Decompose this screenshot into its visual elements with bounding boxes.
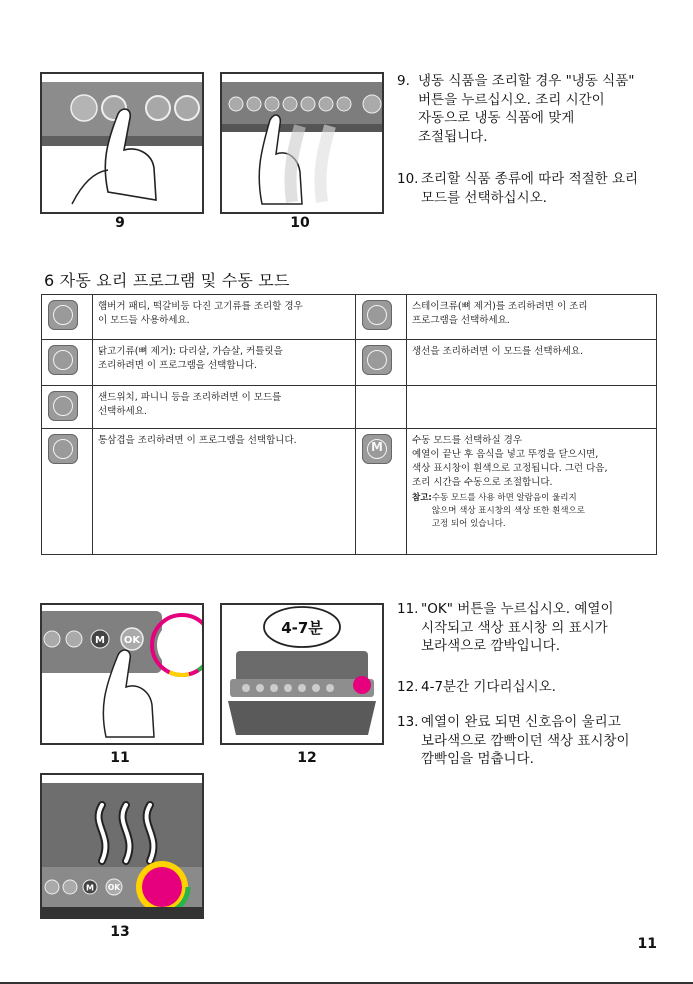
manual-mode-icon — [362, 434, 392, 464]
step-13 — [397, 713, 677, 769]
step-12-text: 4-7분간 기다리십시오. — [421, 679, 556, 695]
poultry-mode-text: 닭고기류(뼈 제거): 다리살, 가슴살, 커틀릿을 조리하려면 이 프로그램을 선택합니다. — [93, 340, 356, 386]
figure-11-ok-label: OK — [123, 635, 141, 646]
step-11-number: 11. — [397, 601, 419, 617]
manual-mode-icon-label: M — [371, 440, 383, 454]
manual-mode-note — [412, 492, 651, 531]
poultry-mode-icon-cell — [42, 340, 93, 386]
figure-11 — [40, 603, 204, 745]
burger-mode-text: 햄버거 패티, 떡갈비등 다진 고기류를 조리할 경우 이 모드들 사용하세요. — [93, 295, 356, 340]
table-row — [42, 295, 657, 340]
bacon-mode-icon-cell — [42, 429, 93, 555]
burger-icon — [48, 300, 78, 330]
table-row — [42, 429, 657, 555]
fish-icon — [362, 345, 392, 375]
step-11-text: "OK" 버튼을 누르십시오. 예열이 시작되고 색상 표시창 의 표시가 보라색으로 깜박입니다. — [421, 601, 614, 654]
figure-caption-11: 11 — [110, 750, 130, 766]
sandwich-icon — [48, 391, 78, 421]
figure-caption-9: 9 — [115, 215, 125, 231]
figure-13-m-label: M — [86, 883, 94, 893]
bubble-text: 4-7분 — [281, 619, 323, 637]
poultry-icon — [48, 345, 78, 375]
step-9-text: 냉동 식품을 조리할 경우 "냉동 식품" 버튼을 누르십시오. 조리 시간이 자동으로 냉동 식품에 맞게 조절됩니다. — [418, 73, 635, 145]
illustration-grill-preheat — [222, 605, 382, 743]
burger-mode-icon-cell — [42, 295, 93, 340]
step-13-number: 13. — [397, 714, 419, 730]
figure-10 — [220, 72, 384, 214]
manual-mode-text: 수동 모드를 선택하실 경우 예열이 끝난 후 음식을 넣고 뚜껑을 닫으시면, 색상 표시창이 흰색으로 고정됩니다. 그런 다음, 조리 시간을 수동으로 조절합니다. — [412, 435, 608, 488]
fish-mode-text: 생선을 조리하려면 이 모드를 선택하세요. — [407, 340, 657, 386]
manual-mode-icon-cell — [356, 429, 407, 555]
manual-mode-cell — [407, 429, 657, 555]
bacon-icon — [48, 434, 78, 464]
figure-12 — [220, 603, 384, 745]
illustration-frozen-button — [42, 74, 202, 212]
empty-icon-cell — [356, 386, 407, 429]
steak-icon — [362, 300, 392, 330]
figure-11-m-label: M — [95, 635, 105, 646]
figure-caption-12: 12 — [297, 750, 317, 766]
step-9 — [397, 72, 677, 146]
step-10-number: 10. — [397, 171, 419, 187]
step-13-text: 예열이 완료 되면 신호음이 울리고 보라색으로 깜빡이던 색상 표시창이 깜빡임을 멈춥니다. — [421, 714, 630, 767]
step-9-number: 9. — [397, 73, 410, 89]
figure-13 — [40, 773, 204, 919]
section-title: 6 자동 요리 프로그램 및 수동 모드 — [44, 271, 290, 290]
step-12 — [397, 678, 677, 697]
illustration-preheat-complete — [42, 775, 202, 917]
step-10 — [397, 170, 677, 207]
figure-13-ok-label: OK — [107, 883, 121, 892]
sandwich-mode-icon-cell — [42, 386, 93, 429]
bacon-mode-text: 통삼겹을 조리하려면 이 프로그램을 선택합니다. — [93, 429, 356, 555]
note-label: 참고: — [412, 493, 432, 503]
page-number: 11 — [637, 936, 657, 952]
illustration-mode-buttons — [222, 74, 382, 212]
figure-9 — [40, 72, 204, 214]
table-row — [42, 386, 657, 429]
note-text: 수동 모드를 사용 하면 알람음이 울리지 않으며 색상 표시창의 색상 또한 흰색으로 고정 되어 있습니다. — [431, 493, 585, 529]
figure-caption-10: 10 — [290, 215, 310, 231]
step-12-number: 12. — [397, 679, 419, 695]
step-10-text: 조리할 식품 종류에 따라 적절한 요리 모드를 선택하십시오. — [421, 171, 639, 206]
fish-mode-icon-cell — [356, 340, 407, 386]
illustration-ok-button — [42, 605, 202, 743]
table-row — [42, 340, 657, 386]
steak-mode-icon-cell — [356, 295, 407, 340]
step-11 — [397, 600, 677, 656]
modes-table — [41, 294, 657, 555]
steak-mode-text: 스테이크류(뼈 제거)를 조리하려면 이 조리 프로그램을 선택하세요. — [407, 295, 657, 340]
empty-text-cell — [407, 386, 657, 429]
figure-caption-13: 13 — [110, 924, 130, 940]
sandwich-mode-text: 샌드위치, 파니니 등을 조리하려면 이 모드를 선택하세요. — [93, 386, 356, 429]
